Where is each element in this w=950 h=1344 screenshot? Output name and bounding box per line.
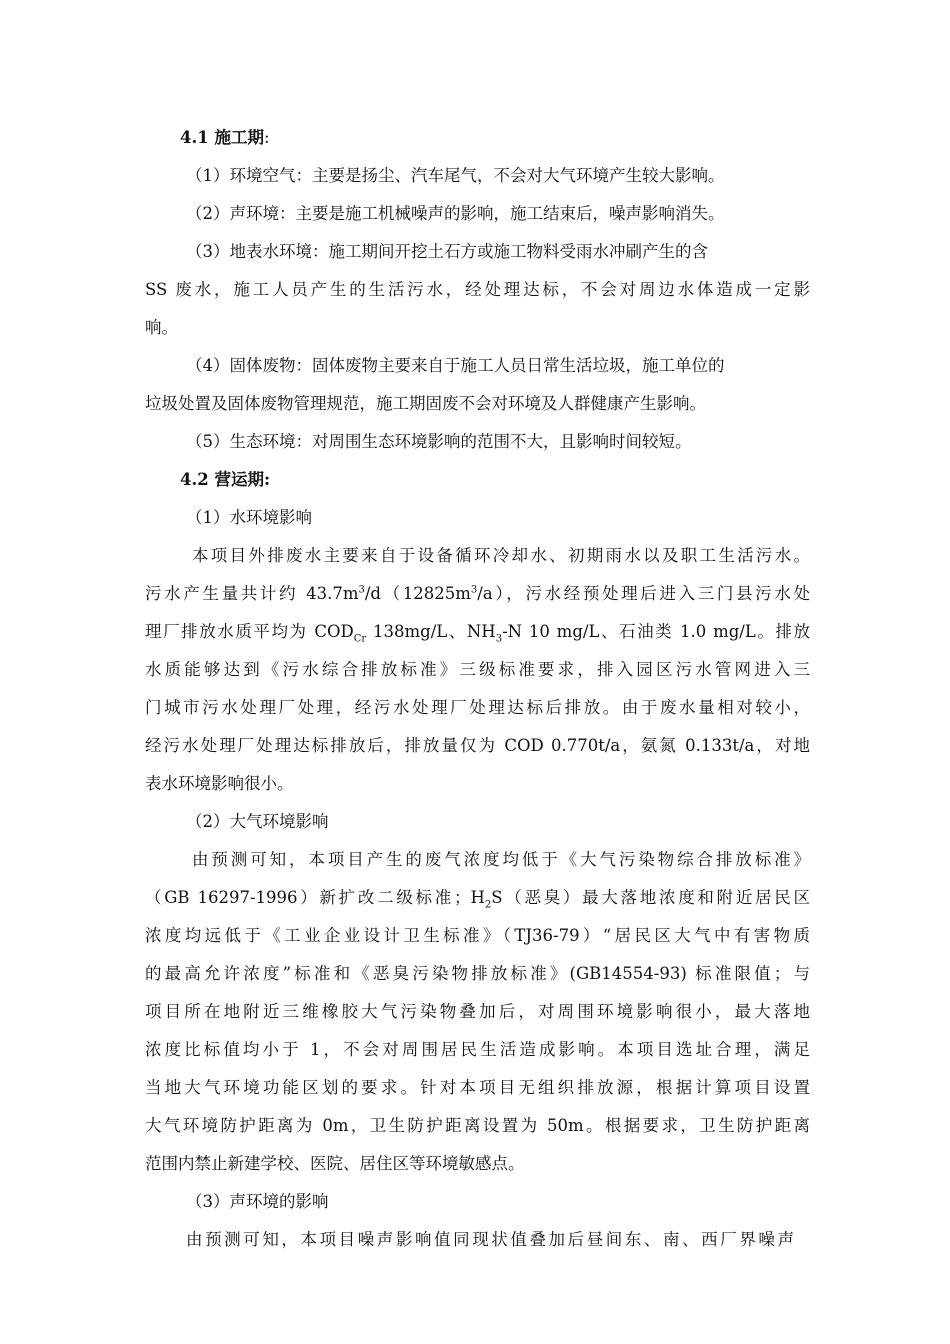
water-impact-line-3: 理厂排放水质平均为 $COD_{Cr}$ 138mg/L、$NH_3-N$ 10 mg/L、石油类 1.0 mg/L。排放: [145, 622, 810, 645]
section-4-2-heading: 4.2 营运期:: [180, 470, 271, 489]
noise-impact-line-1: 由预测可知，本项目噪声影响值同现状值叠加后昼间东、南、西厂界噪声: [186, 1230, 794, 1249]
section-4-1-heading: 4.1 施工期:: [180, 128, 270, 147]
air-impact-line-8: 大气环境防护距离为 0m，卫生防护距离设置为 50m。根据要求，卫生防护距离: [145, 1116, 810, 1135]
noise-impact-title: （3）声环境的影响: [186, 1192, 329, 1211]
construction-ecology-paragraph: （5）生态环境：对周围生态环境影响的范围不大，且影响时间较短。: [186, 432, 692, 451]
air-impact-line-5: 项目所在地附近三维橡胶大气污染物叠加后，对周围环境影响很小，最大落地: [145, 1002, 810, 1021]
air-impact-line-9: 范围内禁止新建学校、医院、居住区等环境敏感点。: [145, 1154, 525, 1173]
air-impact-line-2: （GB 16297-1996）新扩改二级标准；$H_2S$（恶臭）最大落地浓度和附近居民区: [145, 888, 810, 911]
construction-air-paragraph: （1）环境空气：主要是扬尘、汽车尾气，不会对大气环境产生较大影响。: [186, 166, 725, 185]
construction-water-line-3: 响。: [145, 318, 178, 337]
water-impact-line-5: 门城市污水处理厂处理，经污水处理厂处理达标后排放。由于废水量相对较小，: [145, 698, 810, 717]
water-impact-line-1: 本项目外排废水主要来自于设备循环冷却水、初期雨水以及职工生活污水。: [192, 546, 810, 565]
water-impact-title: （1）水环境影响: [186, 508, 312, 527]
construction-waste-line-2: 垃圾处置及固体废物管理规范，施工期固废不会对环境及人群健康产生影响。: [145, 394, 706, 413]
air-impact-line-6: 浓度比标值均小于 1，不会对周围居民生活造成影响。本项目选址合理，满足: [145, 1040, 810, 1059]
air-impact-line-1: 由预测可知，本项目产生的废气浓度均低于《大气污染物综合排放标准》: [192, 850, 810, 869]
construction-waste-line-1: （4）固体废物：固体废物主要来自于施工人员日常生活垃圾，施工单位的: [186, 356, 725, 375]
construction-noise-paragraph: （2）声环境：主要是施工机械噪声的影响，施工结束后，噪声影响消失。: [186, 204, 725, 223]
air-impact-line-3: 浓度均远低于《工业企业设计卫生标准》（TJ36-79）“居民区大气中有害物质: [145, 926, 810, 945]
air-impact-line-4: 的最高允许浓度”标准和《恶臭污染物排放标准》(GB14554-93) 标准限值；与: [145, 964, 810, 983]
water-impact-line-6: 经污水处理厂处理达标排放后，排放量仅为 COD 0.770t/a，氨氮 0.133t/a，对地: [145, 736, 810, 755]
water-impact-line-4: 水质能够达到《污水综合排放标准》三级标准要求，排入园区污水管网进入三: [145, 660, 810, 679]
water-impact-line-7: 表水环境影响很小。: [145, 774, 294, 793]
air-impact-title: （2）大气环境影响: [186, 812, 329, 831]
air-impact-line-7: 当地大气环境功能区划的要求。针对本项目无组织排放源，根据计算项目设置: [145, 1078, 810, 1097]
construction-water-line-1: （3）地表水环境：施工期间开挖土石方或施工物料受雨水冲刷产生的含: [186, 242, 708, 261]
construction-water-line-2: SS 废水，施工人员产生的生活污水，经处理达标，不会对周边水体造成一定影: [145, 280, 810, 299]
water-impact-line-2: 污水产生量共计约 $43.7m^3/d(12825m^3/a)$，污水经预处理后进入三门县污水处: [145, 584, 810, 603]
